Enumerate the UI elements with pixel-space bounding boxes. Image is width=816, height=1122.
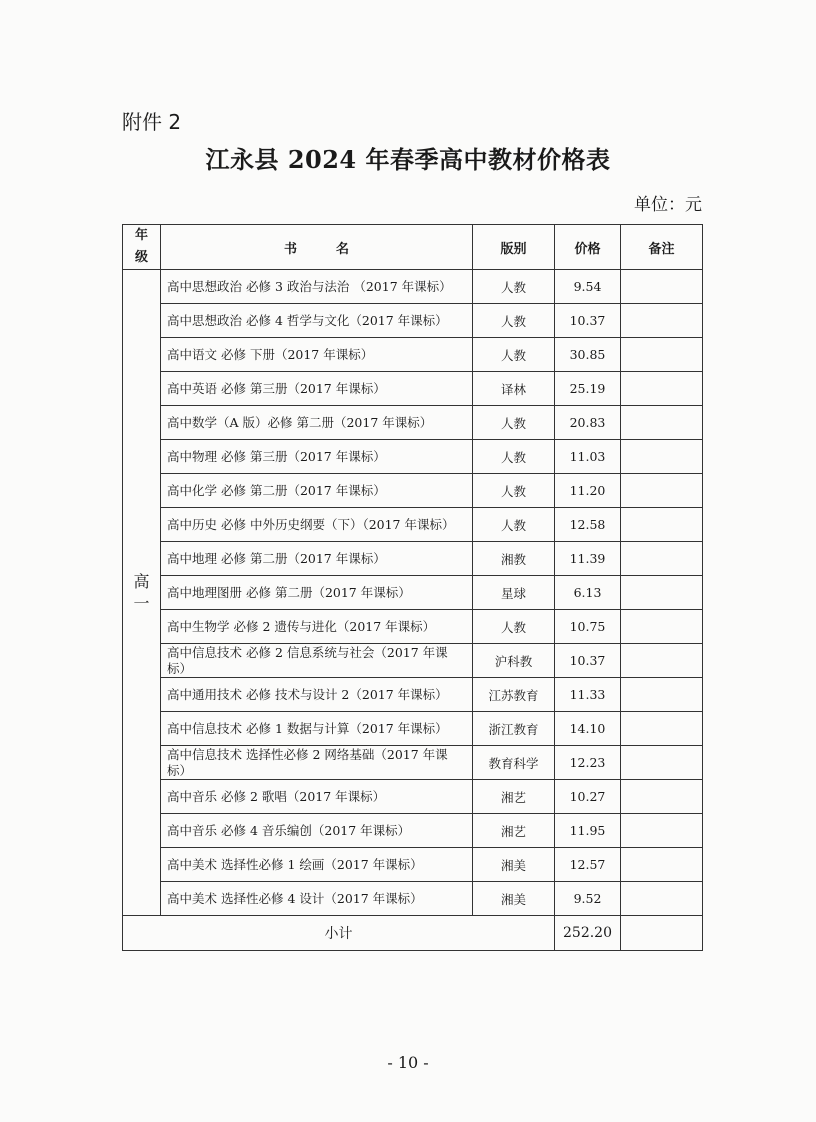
- price-cell: 30.85: [555, 338, 621, 372]
- book-name-cell: 高中信息技术 必修 2 信息系统与社会（2017 年课标）: [161, 644, 473, 678]
- book-name-cell: 高中信息技术 选择性必修 2 网络基础（2017 年课标）: [161, 746, 473, 780]
- note-cell: [621, 814, 703, 848]
- table-header-row: [123, 225, 703, 270]
- publisher-cell: 江苏教育: [473, 678, 555, 712]
- book-name-cell: 高中音乐 必修 4 音乐编创（2017 年课标）: [161, 814, 473, 848]
- publisher-cell: 人教: [473, 508, 555, 542]
- price-cell: 11.03: [555, 440, 621, 474]
- publisher-cell: 人教: [473, 610, 555, 644]
- note-cell: [621, 576, 703, 610]
- note-cell: [621, 542, 703, 576]
- column-header-grade: 年级: [123, 225, 161, 270]
- price-cell: 12.58: [555, 508, 621, 542]
- book-name-cell: 高中英语 必修 第三册（2017 年课标）: [161, 372, 473, 406]
- note-cell: [621, 882, 703, 916]
- table-row: [123, 882, 703, 916]
- table-row: [123, 780, 703, 814]
- table-row: [123, 610, 703, 644]
- price-cell: 9.54: [555, 270, 621, 304]
- table-row: [123, 338, 703, 372]
- note-cell: [621, 780, 703, 814]
- publisher-cell: 译林: [473, 372, 555, 406]
- book-name-cell: 高中生物学 必修 2 遗传与进化（2017 年课标）: [161, 610, 473, 644]
- price-cell: 9.52: [555, 882, 621, 916]
- book-name-cell: 高中化学 必修 第二册（2017 年课标）: [161, 474, 473, 508]
- book-name-cell: 高中思想政治 必修 3 政治与法治 （2017 年课标）: [161, 270, 473, 304]
- book-name-cell: 高中物理 必修 第三册（2017 年课标）: [161, 440, 473, 474]
- price-cell: 6.13: [555, 576, 621, 610]
- publisher-cell: 人教: [473, 440, 555, 474]
- price-cell: 25.19: [555, 372, 621, 406]
- price-cell: 14.10: [555, 712, 621, 746]
- page-number: - 10 -: [387, 1053, 429, 1072]
- publisher-cell: 湘艺: [473, 780, 555, 814]
- note-cell: [621, 338, 703, 372]
- publisher-cell: 湘美: [473, 848, 555, 882]
- note-cell: [621, 440, 703, 474]
- publisher-cell: 教育科学: [473, 746, 555, 780]
- subtotal-value: 252.20: [555, 916, 621, 951]
- subtotal-label: 小计: [123, 916, 555, 951]
- note-cell: [621, 406, 703, 440]
- publisher-cell: 湘艺: [473, 814, 555, 848]
- table-row: [123, 678, 703, 712]
- publisher-cell: 湘教: [473, 542, 555, 576]
- price-cell: 11.39: [555, 542, 621, 576]
- book-name-cell: 高中思想政治 必修 4 哲学与文化（2017 年课标）: [161, 304, 473, 338]
- price-cell: 11.95: [555, 814, 621, 848]
- publisher-cell: 沪科教: [473, 644, 555, 678]
- note-cell: [621, 644, 703, 678]
- table-body: [123, 270, 703, 916]
- table-row: [123, 576, 703, 610]
- document-title: 江永县 2024 年春季高中教材价格表: [205, 145, 611, 174]
- note-cell: [621, 746, 703, 780]
- note-cell: [621, 508, 703, 542]
- column-header-publisher: 版别: [473, 225, 555, 270]
- book-name-cell: 高中数学（A 版）必修 第二册（2017 年课标）: [161, 406, 473, 440]
- publisher-cell: 人教: [473, 474, 555, 508]
- book-name-cell: 高中语文 必修 下册（2017 年课标）: [161, 338, 473, 372]
- note-cell: [621, 474, 703, 508]
- publisher-cell: 人教: [473, 406, 555, 440]
- note-cell: [621, 678, 703, 712]
- column-header-note: 备注: [621, 225, 703, 270]
- table-row: [123, 406, 703, 440]
- subtotal-row: [123, 916, 703, 951]
- price-cell: 12.57: [555, 848, 621, 882]
- table-row: [123, 508, 703, 542]
- book-name-cell: 高中地理图册 必修 第二册（2017 年课标）: [161, 576, 473, 610]
- table-row: [123, 474, 703, 508]
- note-cell: [621, 372, 703, 406]
- textbook-price-table: [122, 224, 703, 951]
- publisher-cell: 人教: [473, 338, 555, 372]
- price-cell: 10.27: [555, 780, 621, 814]
- table-row: [123, 746, 703, 780]
- table-row: [123, 270, 703, 304]
- price-cell: 10.75: [555, 610, 621, 644]
- publisher-cell: 星球: [473, 576, 555, 610]
- book-name-cell: 高中信息技术 必修 1 数据与计算（2017 年课标）: [161, 712, 473, 746]
- publisher-cell: 湘美: [473, 882, 555, 916]
- price-cell: 11.33: [555, 678, 621, 712]
- book-name-cell: 高中美术 选择性必修 4 设计（2017 年课标）: [161, 882, 473, 916]
- price-cell: 10.37: [555, 304, 621, 338]
- attachment-label: 附件 2: [122, 110, 182, 134]
- publisher-cell: 人教: [473, 270, 555, 304]
- price-cell: 11.20: [555, 474, 621, 508]
- publisher-cell: 浙江教育: [473, 712, 555, 746]
- book-name-cell: 高中美术 选择性必修 1 绘画（2017 年课标）: [161, 848, 473, 882]
- price-cell: 20.83: [555, 406, 621, 440]
- table-row: [123, 304, 703, 338]
- column-header-name: 书 名: [161, 225, 473, 270]
- table-row: [123, 644, 703, 678]
- publisher-cell: 人教: [473, 304, 555, 338]
- table-row: [123, 848, 703, 882]
- table-row: [123, 440, 703, 474]
- note-cell: [621, 304, 703, 338]
- note-cell: [621, 712, 703, 746]
- book-name-cell: 高中通用技术 必修 技术与设计 2（2017 年课标）: [161, 678, 473, 712]
- grade-cell: 高一: [123, 270, 161, 916]
- unit-label: 单位：元: [634, 195, 702, 215]
- book-name-cell: 高中历史 必修 中外历史纲要（下）（2017 年课标）: [161, 508, 473, 542]
- note-cell: [621, 848, 703, 882]
- table-row: [123, 372, 703, 406]
- price-cell: 12.23: [555, 746, 621, 780]
- table-row: [123, 814, 703, 848]
- table-row: [123, 712, 703, 746]
- book-name-cell: 高中地理 必修 第二册（2017 年课标）: [161, 542, 473, 576]
- note-cell: [621, 270, 703, 304]
- subtotal-note: [621, 916, 703, 951]
- note-cell: [621, 610, 703, 644]
- price-cell: 10.37: [555, 644, 621, 678]
- book-name-cell: 高中音乐 必修 2 歌唱（2017 年课标）: [161, 780, 473, 814]
- table-row: [123, 542, 703, 576]
- column-header-price: 价格: [555, 225, 621, 270]
